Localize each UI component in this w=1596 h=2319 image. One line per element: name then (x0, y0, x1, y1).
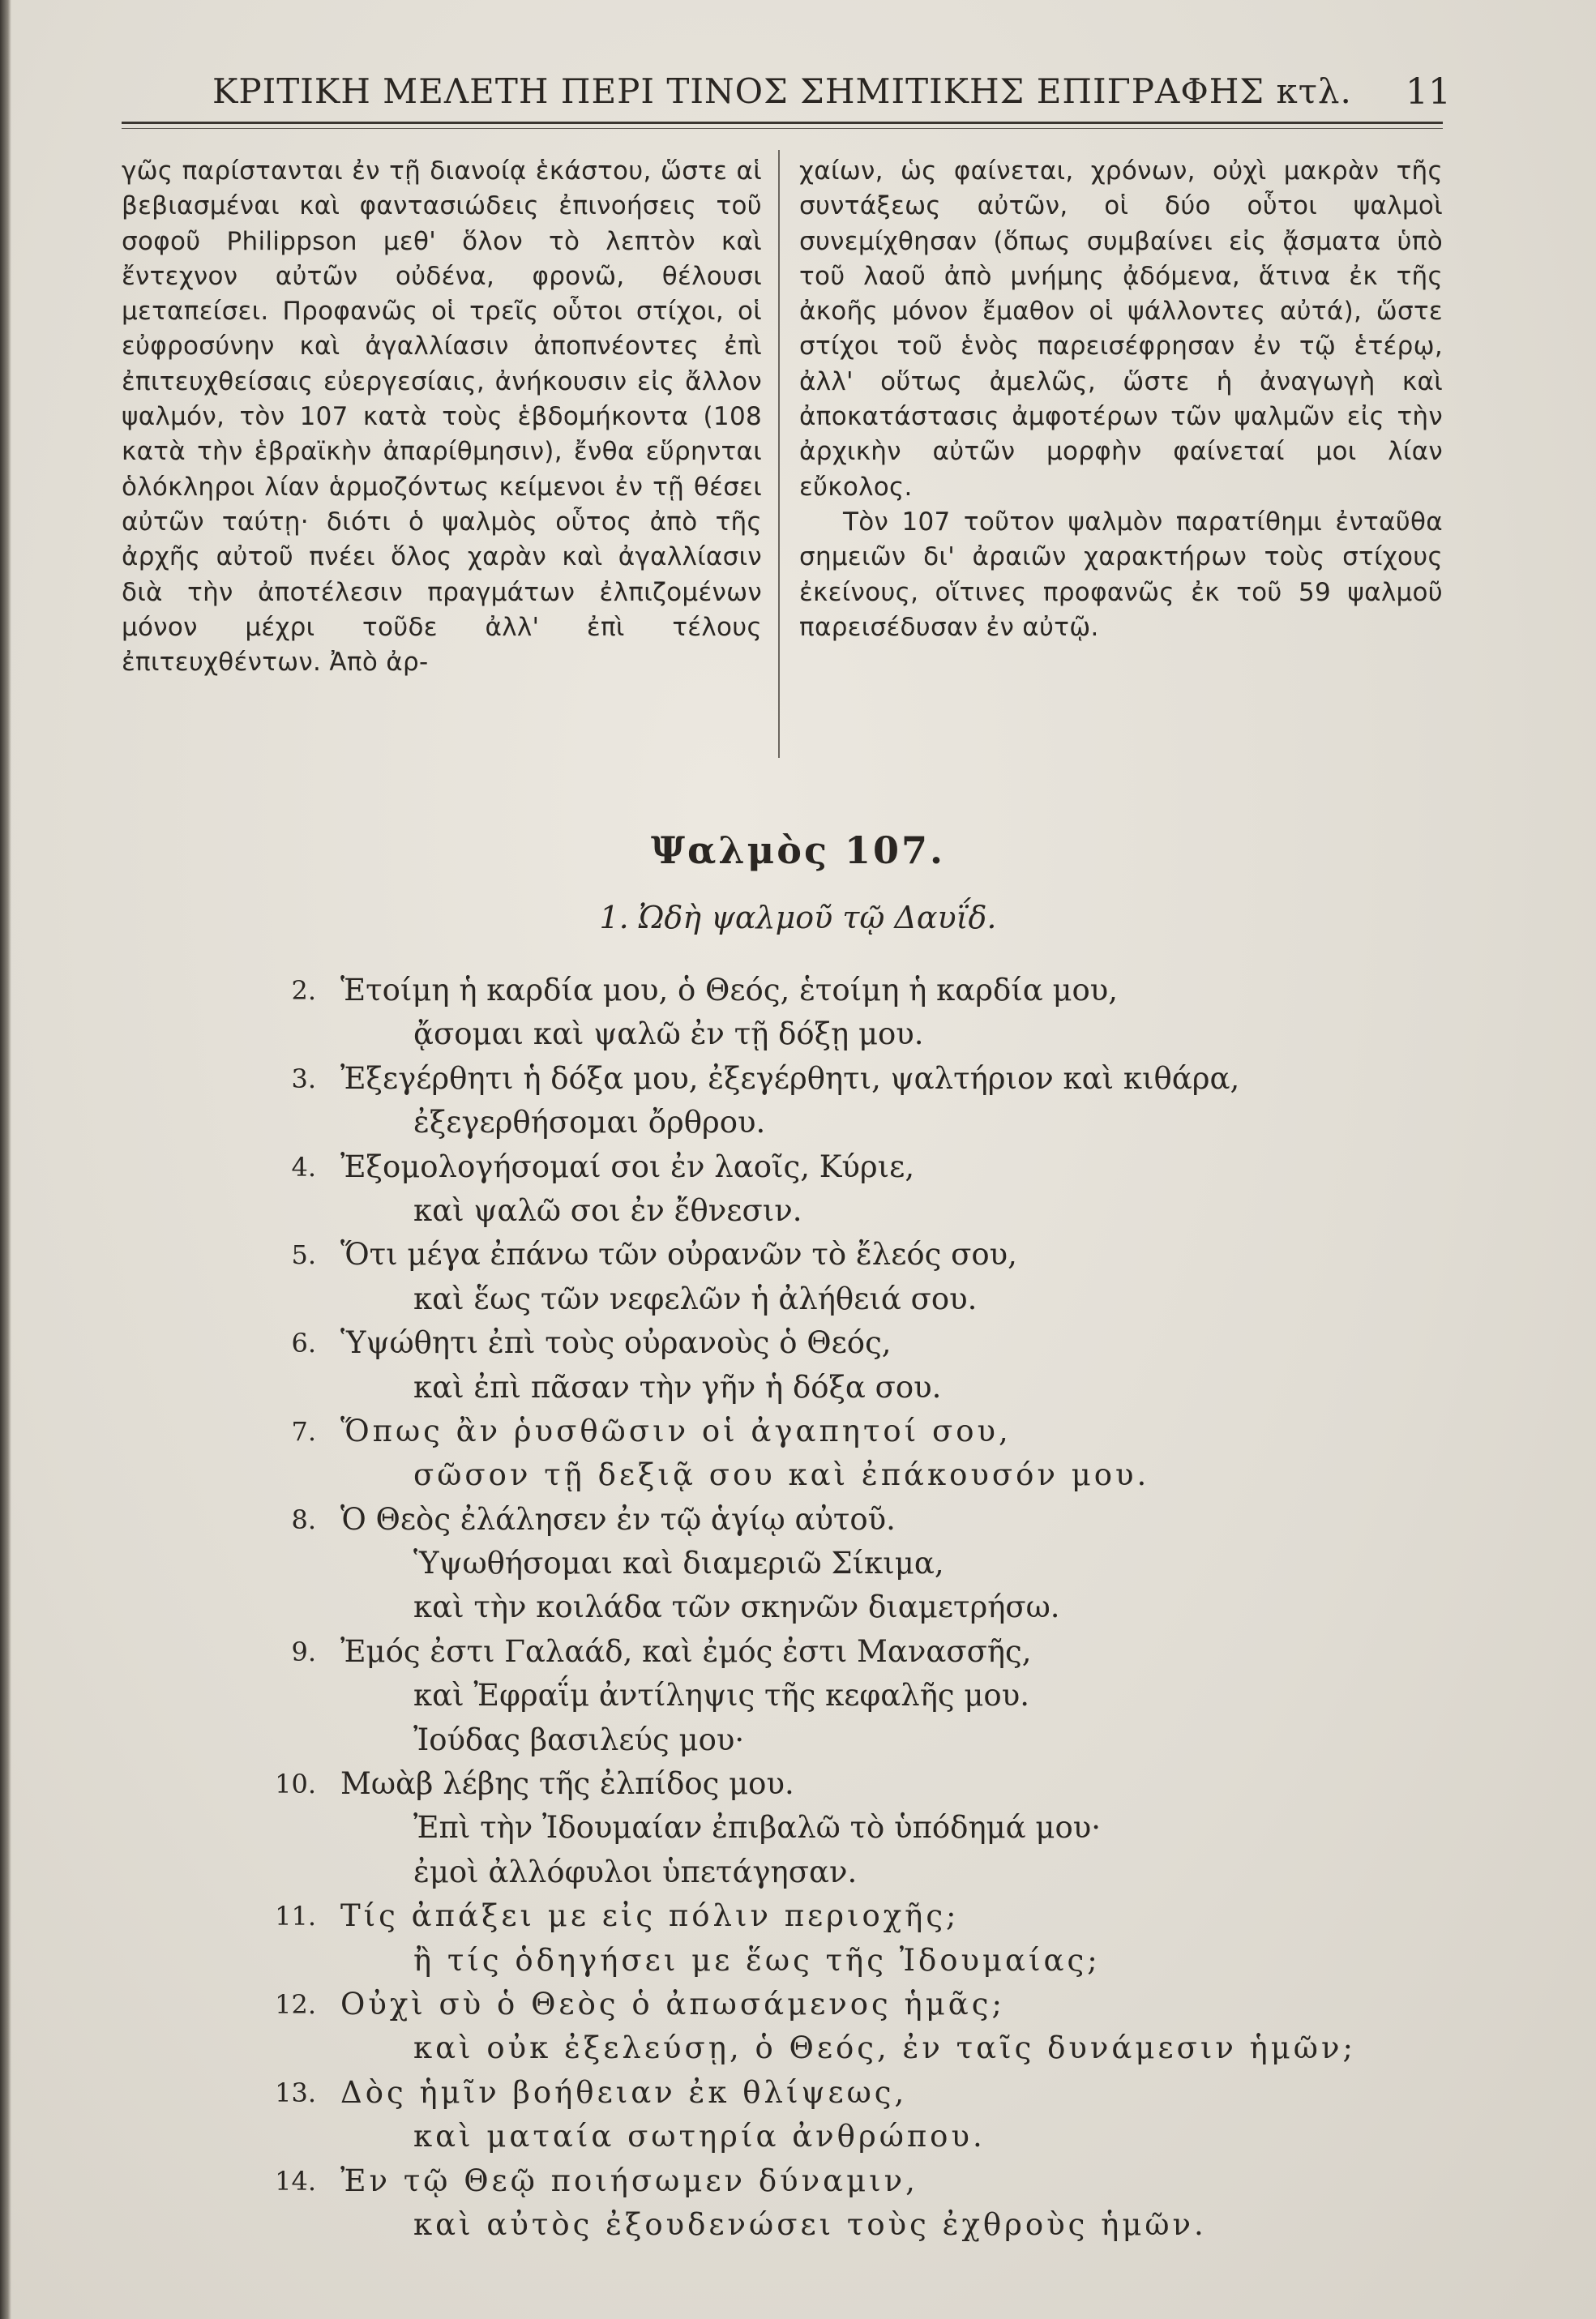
verse-text: σῶσον τῇ δεξιᾷ σου καὶ ἐπάκουσόν μου. (413, 1457, 1150, 1493)
header-rule (122, 122, 1443, 124)
psalm-line (251, 1674, 1467, 1718)
verse-text: καὶ ἕως τῶν νεφελῶν ἡ ἀλήθειά σου. (413, 1281, 978, 1316)
psalm-line (251, 1542, 1467, 1585)
psalm-text (251, 969, 1467, 2247)
psalm-line (251, 1321, 1467, 1365)
psalm-line (251, 2026, 1467, 2070)
verse-text: Ὁ Θεὸς ἐλάλησεν ἐν τῷ ἁγίῳ αὐτοῦ. (340, 1501, 896, 1537)
psalm-line (251, 1498, 1467, 1542)
psalm-line (251, 1366, 1467, 1410)
verse-text: Ὑψώθητι ἐπὶ τοὺς οὐρανοὺς ὁ Θεός, (340, 1325, 892, 1361)
psalm-line (251, 1453, 1467, 1497)
verse-text: ἢ τίς ὁδηγήσει με ἕως τῆς Ἰδουμαίας; (413, 1942, 1101, 1978)
verse-text: καὶ τὴν κοιλάδα τῶν σκηνῶν διαμετρήσω. (413, 1589, 1060, 1625)
psalm-line (251, 1806, 1467, 1850)
psalm-line (251, 1189, 1467, 1233)
verse-text: Ἐπὶ τὴν Ἰδουμαίαν ἐπιβαλῶ τὸ ὑπόδημά μου· (413, 1810, 1101, 1846)
psalm-line (251, 1233, 1467, 1277)
psalm-line (251, 1101, 1467, 1145)
paragraph: γῶς παρίστανται ἐν τῇ διανοίᾳ ἑκάστου, ὥστε αἱ βεβιασμέναι καὶ φαντασιώδεις ἐπινοήσεις τοῦ σοφοῦ Philippson μεθ' ὅλον τὸ λεπτὸν καὶ ἔντεχνον αὐτῶν οὐδένα, φρονῶ, θέλουσι μεταπείσει. Προφανῶς οἱ τρεῖς οὗτοι στίχοι, οἱ εὐφροσύνην καὶ ἀγαλλίασιν ἀποπνέοντες ἐπὶ ἐπιτευχθείσαις εὐεργεσίαις, ἀνήκουσιν εἰς ἄλλον ψαλμόν, τὸν 107 κατὰ τοὺς ἑβδομήκοντα (108 κατὰ τὴν ἑβραϊκὴν ἀπαρίθμησιν), ἔνθα εὕρηνται ὁλόκληροι λίαν ἁρμοζόντως κείμενοι ἐν τῇ θέσει αὐτῶν ταύτῃ· διότι ὁ ψαλμὸς οὗτος ἀπὸ τῆς ἀρχῆς αὐτοῦ πνέει ὅλος χαρὰν καὶ ἀγαλλίασιν διὰ τὴν ἀποτέλεσιν πραγμάτων ἐλπιζομένων μόνον μέχρι τοῦδε ἀλλ' ἐπὶ τέλους ἐπιτευχθέντων. Ἀπὸ ἀρ- (122, 156, 762, 678)
verse-text: ᾄσομαι καὶ ψαλῶ ἐν τῇ δόξῃ μου. (413, 1016, 924, 1052)
psalm-title: Ψαλμὸς 107. (650, 828, 946, 872)
verse-number: 9. (291, 1636, 316, 1667)
verse-number: 8. (291, 1504, 316, 1535)
verse-number: 3. (291, 1063, 316, 1094)
verse-text: Ἐμός ἐστι Γαλαάδ, καὶ ἐμός ἐστι Μανασσῆς, (340, 1633, 1032, 1669)
verse-number: 5. (291, 1239, 316, 1271)
page-number: 11 (1406, 71, 1451, 113)
psalm-line (251, 1939, 1467, 1983)
psalm-line (251, 1410, 1467, 1453)
verse-text: καὶ αὐτὸς ἐξουδενώσει τοὺς ἐχθροὺς ἡμῶν. (413, 2206, 1207, 2242)
psalm-line (251, 1585, 1467, 1629)
verse-number: 14. (275, 2165, 316, 2197)
verse-number: 12. (275, 1988, 316, 2020)
verse-number: 2. (291, 975, 316, 1006)
paragraph: Τὸν 107 τοῦτον ψαλμὸν παρατίθημι ἐνταῦθα σημειῶν δι' ἀραιῶν χαρακτήρων τοὺς στίχους ἐκείνους, οἵτινες προφανῶς ἐκ τοῦ 59 ψαλμοῦ παρεισέδυσαν ἐν αὐτῷ. (799, 507, 1443, 642)
verse-text: Ὅπως ἂν ῥυσθῶσιν οἱ ἀγαπητοί σου, (340, 1413, 1012, 1448)
psalm-line (251, 969, 1467, 1012)
verse-number: 6. (291, 1328, 316, 1359)
psalm-line (251, 2071, 1467, 2115)
verse-text: καὶ ἐπὶ πᾶσαν τὴν γῆν ἡ δόξα σου. (413, 1369, 942, 1405)
paragraph: χαίων, ὡς φαίνεται, χρόνων, οὐχὶ μακρὰν τῆς συντάξεως αὐτῶν, οἱ δύο οὗτοι ψαλμοὶ συνεμίχθησαν (ὅπως συμβαίνει εἰς ᾄσματα ὑπὸ τοῦ λαοῦ ἀπὸ μνήμης ᾀδόμενα, ἅτινα ἐκ τῆς ἀκοῆς μόνον ἔμαθον οἱ ψάλλοντες αὐτά), ὥστε στίχοι τοῦ ἑνὸς παρεισέφρησαν ἐν τῷ ἑτέρῳ, ἀλλ' οὕτως ἀμελῶς, ὥστε ἡ ἀναγωγὴ καὶ ἀποκατάστασις ἀμφοτέρων τῶν ψαλμῶν εἰς τὴν ἀρχικὴν αὐτῶν μορφὴν φαίνεταί μοι λίαν εὔκολος. (799, 156, 1443, 502)
verse-text: Δὸς ἡμῖν βοήθειαν ἐκ θλίψεως, (340, 2074, 908, 2110)
psalm-line (251, 1145, 1467, 1189)
header-rule-thin (122, 128, 1443, 129)
psalm-line (251, 1762, 1467, 1806)
psalm-line (251, 1983, 1467, 2026)
page-binding-shadow (0, 0, 11, 2319)
verse-text: Τίς ἀπάξει με εἰς πόλιν περιοχῆς; (340, 1898, 960, 1934)
psalm-line (251, 1718, 1467, 1762)
psalm-line (251, 1850, 1467, 1894)
verse-text: Ἐν τῷ Θεῷ ποιήσωμεν δύναμιν, (340, 2163, 918, 2198)
psalm-line (251, 1012, 1467, 1056)
psalm-line (251, 2159, 1467, 2203)
running-header (122, 66, 1451, 123)
left-column (122, 154, 762, 680)
verse-text: καὶ Ἐφραΐμ ἀντίληψις τῆς κεφαλῆς μου. (413, 1678, 1029, 1714)
verse-text: Οὐχὶ σὺ ὁ Θεὸς ὁ ἀπωσάμενος ἡμᾶς; (340, 1986, 1005, 2022)
verse-text: καὶ ψαλῶ σοι ἐν ἔθνεσιν. (413, 1192, 802, 1228)
verse-text: Ἐξεγέρθητι ἡ δόξα μου, ἐξεγέρθητι, ψαλτήριον καὶ κιθάρα, (340, 1060, 1240, 1096)
verse-text: Ἑτοίμη ἡ καρδία μου, ὁ Θεός, ἑτοίμη ἡ καρδία μου, (340, 973, 1119, 1008)
verse-text: Ἐξομολογήσομαί σοι ἐν λαοῖς, Κύριε, (340, 1149, 915, 1184)
verse-number: 13. (275, 2077, 316, 2108)
psalm-line (251, 2115, 1467, 2159)
psalm-line (251, 1057, 1467, 1101)
verse-text: ἐμοὶ ἀλλόφυλοι ὑπετάγησαν. (413, 1854, 858, 1889)
verse-text: Ὅτι μέγα ἐπάνω τῶν οὐρανῶν τὸ ἔλεός σου, (340, 1237, 1017, 1273)
psalm-line (251, 1277, 1467, 1321)
verse-number: 10. (275, 1769, 316, 1800)
psalm-line (251, 1894, 1467, 1938)
verse-text: καὶ ματαία σωτηρία ἀνθρώπου. (413, 2119, 986, 2154)
verse-number: 4. (291, 1151, 316, 1183)
verse-number: 11. (275, 1901, 316, 1932)
verse-text: καὶ οὐκ ἐξελεύσῃ, ὁ Θεός, ἐν ταῖς δυνάμεσιν ἡμῶν; (413, 2030, 1356, 2066)
verse-text: Ὑψωθήσομαι καὶ διαμεριῶ Σίκιμα, (413, 1546, 944, 1581)
verse-number: 7. (291, 1415, 316, 1447)
verse-text: Ἰούδας βασιλεύς μου· (413, 1722, 745, 1757)
psalm-line (251, 1630, 1467, 1674)
verse-text: ἐξεγερθήσομαι ὄρθρου. (413, 1105, 766, 1140)
psalm-line (251, 2203, 1467, 2247)
psalm-verse-1: 1. Ὠδὴ ψαλμοῦ τῷ Δαυΐδ. (599, 900, 997, 935)
column-divider (778, 150, 780, 758)
running-title: ΚΡΙΤΙΚΗ ΜΕΛΕΤΗ ΠΕΡΙ ΤΙΝΟΣ ΣΗΜΙΤΙΚΗΣ ΕΠΙΓΡΑΦΗΣ κτλ. (212, 71, 1352, 111)
right-column (799, 154, 1443, 645)
verse-text: Μωὰβ λέβης τῆς ἐλπίδος μου. (340, 1766, 794, 1802)
